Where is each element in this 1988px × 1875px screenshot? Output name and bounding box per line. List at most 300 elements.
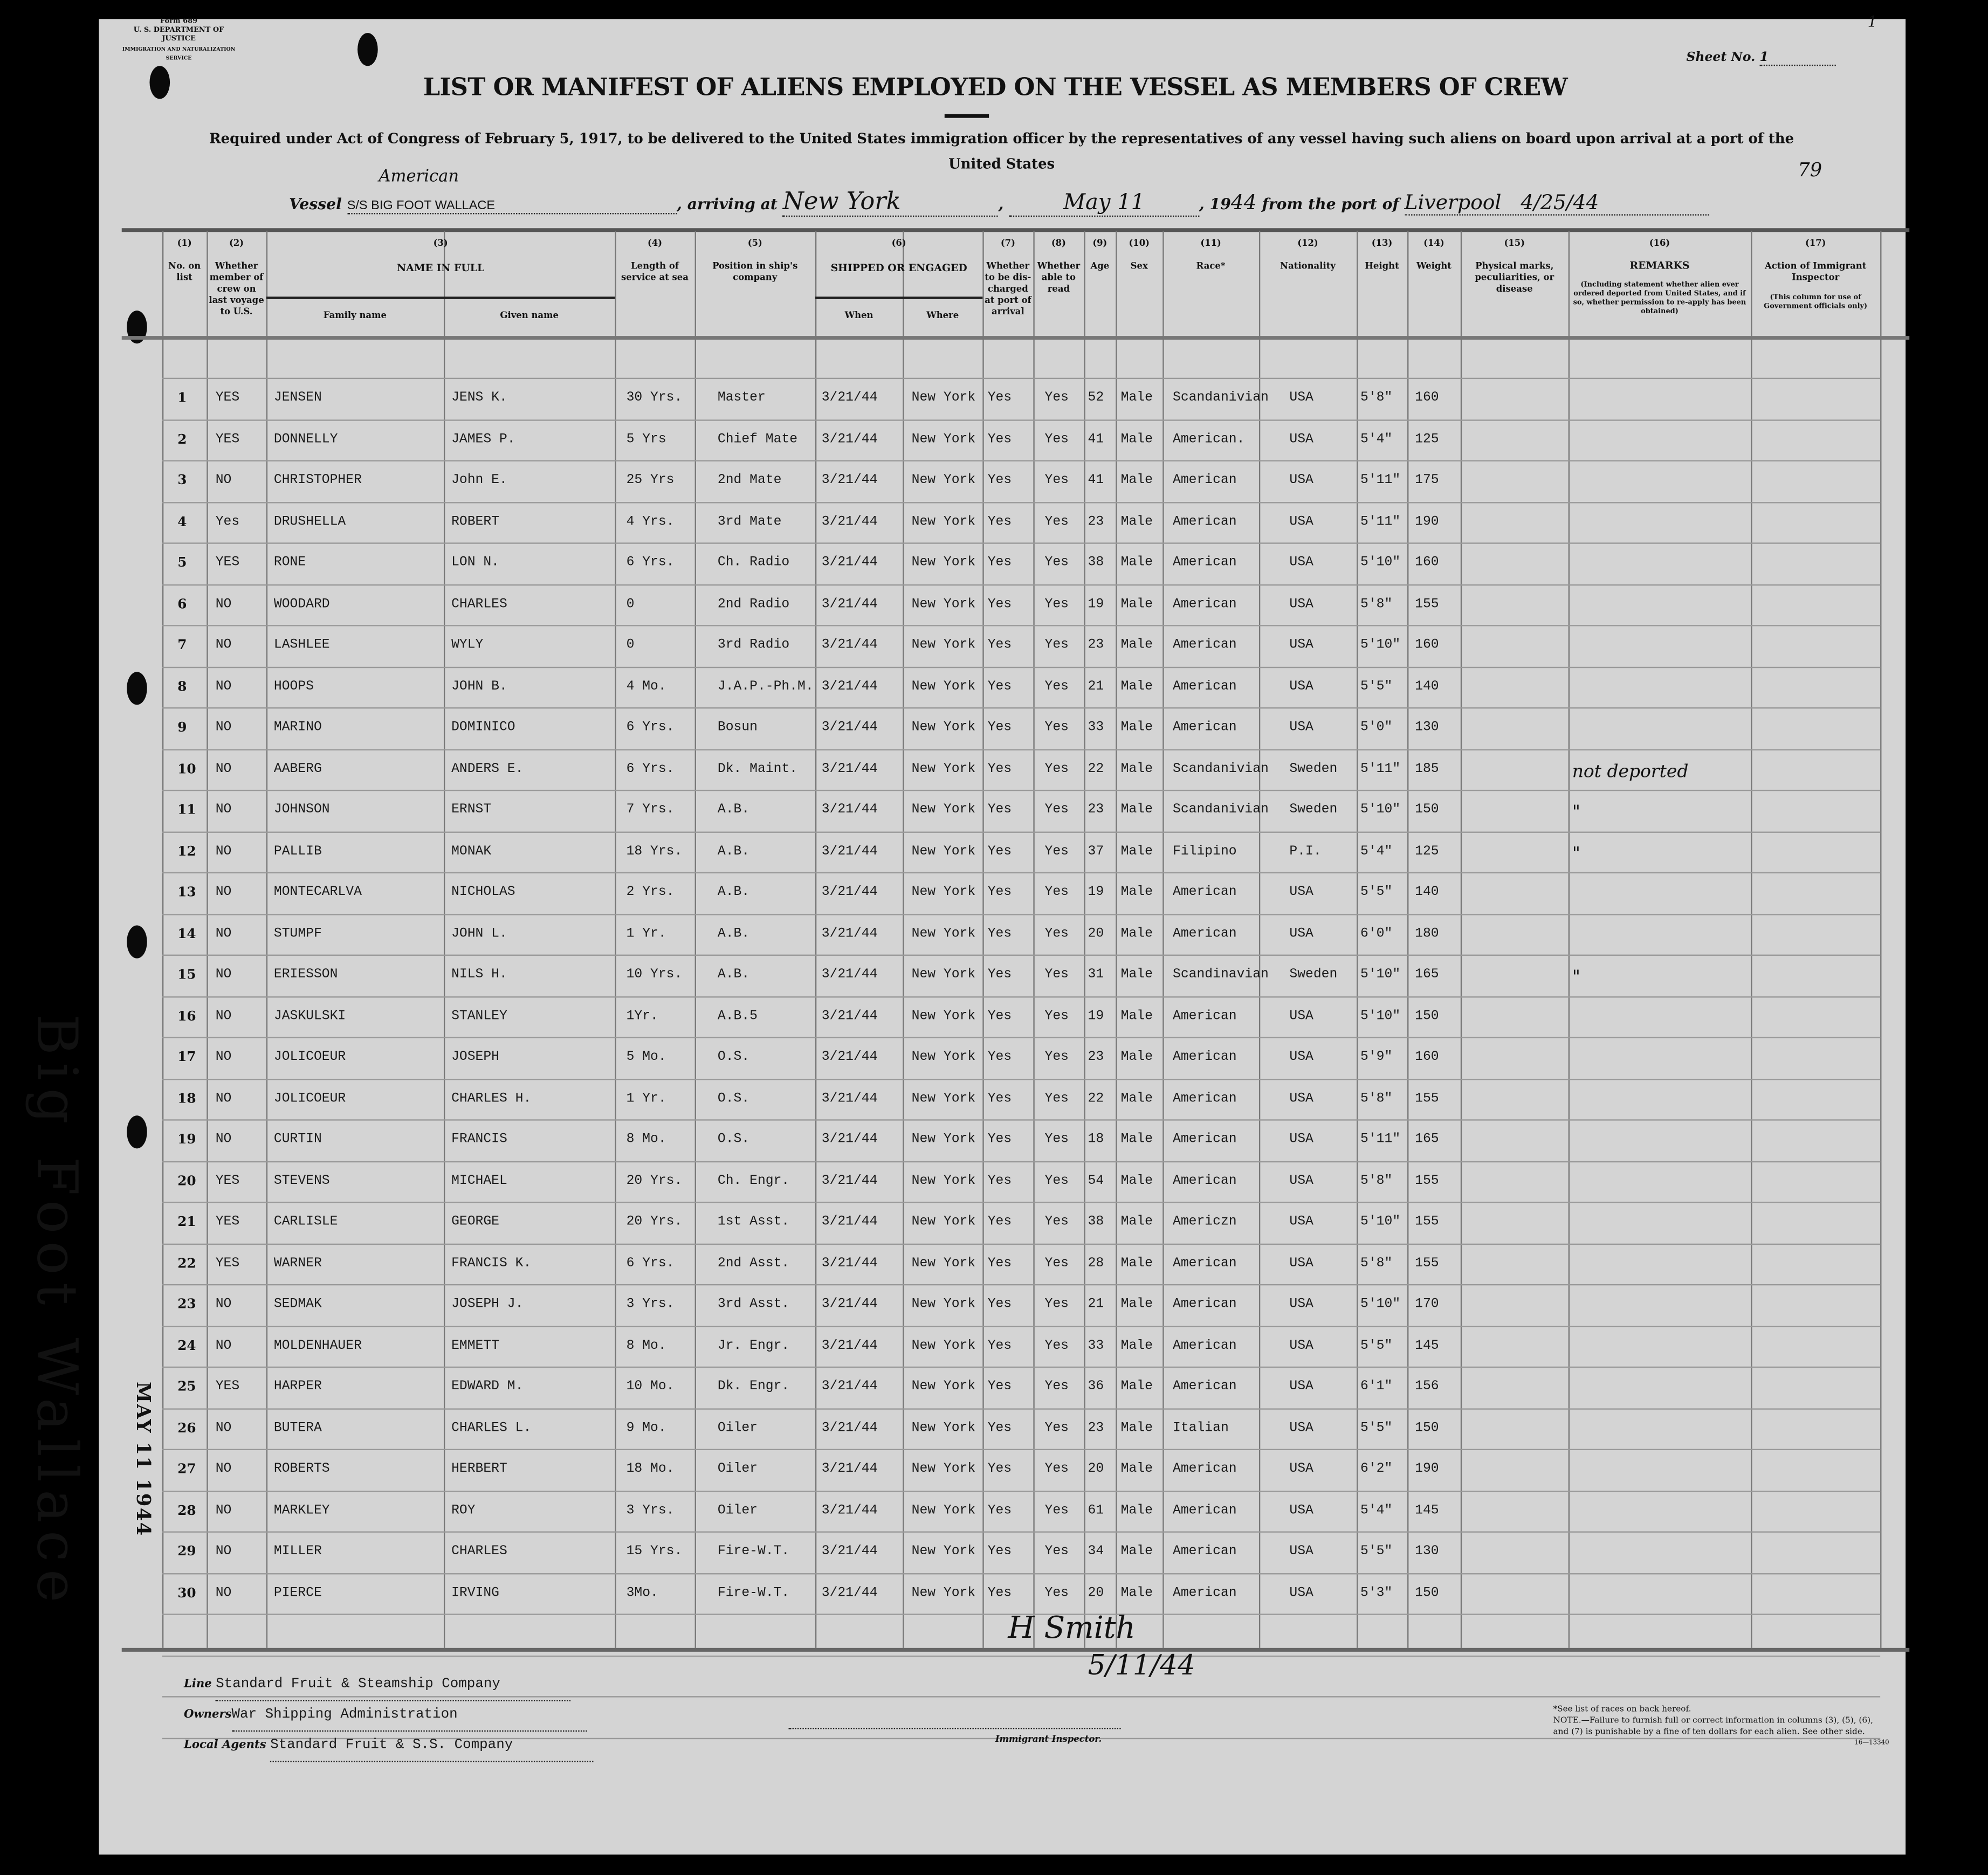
shipped-when: 3/21/44: [821, 761, 878, 777]
nationality: USA: [1289, 1544, 1313, 1560]
remarks: ": [1572, 843, 1580, 864]
weight: 155: [1415, 1214, 1439, 1230]
line-label: Line: [183, 1678, 212, 1691]
column-header: REMARKS: [1629, 258, 1690, 272]
discharged: Yes: [987, 1420, 1012, 1436]
position: A.B.5: [717, 1008, 758, 1024]
discharged: Yes: [987, 1132, 1012, 1148]
shipped-where: New York: [911, 431, 976, 447]
shipped-when: 3/21/44: [821, 679, 878, 694]
column-number: (16): [1649, 237, 1670, 249]
able-to-read: Yes: [1044, 514, 1069, 529]
position: Dk. Maint.: [717, 761, 798, 777]
table-row: [0, 1379, 1988, 1400]
family-name: CARLISLE: [273, 1214, 338, 1230]
race: American: [1173, 1502, 1237, 1518]
height: 5'5": [1360, 679, 1393, 694]
family-name: LASHLEE: [273, 637, 330, 653]
weight: 125: [1415, 843, 1439, 859]
service-length: 10 Mo.: [626, 1379, 675, 1395]
height: 5'5": [1360, 1544, 1393, 1560]
shipped-when: 3/21/44: [821, 596, 878, 612]
page-number: 79: [1798, 158, 1822, 182]
last-voyage: NO: [215, 885, 232, 900]
nationality: USA: [1289, 1338, 1313, 1354]
service-length: 5 Mo.: [626, 1049, 666, 1065]
table-row: [0, 390, 1988, 411]
sex: Male: [1120, 1132, 1153, 1148]
row-number: 11: [177, 802, 196, 818]
sex: Male: [1120, 431, 1153, 447]
shipped-when: 3/21/44: [821, 967, 878, 983]
column-number: (6): [891, 237, 906, 249]
service-length: 6 Yrs.: [626, 555, 675, 571]
column-header: Nationality: [1280, 260, 1336, 272]
column-number: (1): [177, 237, 192, 249]
discharged: Yes: [987, 431, 1012, 447]
weight: 140: [1415, 679, 1439, 694]
row-rule: [162, 1573, 1880, 1574]
column-header: No. on list: [168, 260, 201, 283]
punch-hole: [149, 66, 170, 99]
sex: Male: [1120, 679, 1153, 694]
last-voyage: NO: [215, 1091, 232, 1106]
weight: 155: [1415, 1256, 1439, 1271]
sex: Male: [1120, 1420, 1153, 1436]
last-voyage: NO: [215, 1008, 232, 1024]
race: American: [1173, 1256, 1237, 1271]
family-name: BUTERA: [273, 1420, 322, 1436]
service-length: 5 Yrs: [626, 431, 666, 447]
table-row: [0, 967, 1988, 988]
shipped-where: New York: [911, 926, 976, 941]
column-number: (9): [1092, 237, 1107, 249]
age: 23: [1088, 514, 1104, 529]
service-length: 30 Yrs.: [626, 390, 683, 406]
shipped-when: 3/21/44: [821, 1132, 878, 1148]
column-header: Sex: [1130, 260, 1148, 272]
row-number: 27: [177, 1462, 196, 1477]
height: 5'5": [1360, 1420, 1393, 1436]
height: 5'8": [1360, 1173, 1393, 1189]
shipped-when: 3/21/44: [821, 1173, 878, 1189]
row-rule: [162, 872, 1880, 873]
service-length: 15 Yrs.: [626, 1544, 683, 1560]
family-name: JASKULSKI: [273, 1008, 346, 1024]
row-rule: [162, 1449, 1880, 1450]
given-name: ERNST: [451, 802, 492, 818]
sex: Male: [1120, 1091, 1153, 1106]
race: American: [1173, 596, 1237, 612]
table-row: [0, 1462, 1988, 1482]
table-row: [0, 1132, 1988, 1153]
weight: 155: [1415, 1091, 1439, 1106]
table-row: [0, 1297, 1988, 1317]
able-to-read: Yes: [1044, 1214, 1069, 1230]
position: 3rd Radio: [717, 637, 790, 653]
able-to-read: Yes: [1044, 1049, 1069, 1065]
nationality: USA: [1289, 720, 1313, 735]
row-number: 6: [177, 596, 187, 612]
weight: 160: [1415, 555, 1439, 571]
discharged: Yes: [987, 390, 1012, 406]
vessel-label: Vessel: [289, 195, 342, 213]
column-subheader: Where: [926, 309, 959, 321]
able-to-read: Yes: [1044, 1297, 1069, 1312]
sex: Male: [1120, 1256, 1153, 1271]
height: 5'4": [1360, 1502, 1393, 1518]
family-name: DRUSHELLA: [273, 514, 346, 529]
service-length: 20 Yrs.: [626, 1214, 683, 1230]
height: 5'5": [1360, 885, 1393, 900]
penalty-note: NOTE.—Failure to furnish full or correct information in columns (3), (5), (6), and (7) is punishable by a fine of ten dollars for each alien. See other side.: [1553, 1715, 1873, 1737]
column-header: Whether member of crew on last voyage to U.S.: [209, 260, 264, 317]
sex: Male: [1120, 1338, 1153, 1354]
height: 5'3": [1360, 1585, 1393, 1601]
height: 5'11": [1360, 1132, 1401, 1148]
able-to-read: Yes: [1044, 967, 1069, 983]
position: Bosun: [717, 720, 758, 735]
row-number: 17: [177, 1049, 196, 1065]
table-row: [0, 1009, 1988, 1029]
nationality: USA: [1289, 390, 1313, 406]
given-name: JAMES P.: [451, 431, 515, 447]
nationality: USA: [1289, 514, 1313, 529]
height: 5'10": [1360, 637, 1401, 653]
weight: 130: [1415, 1544, 1439, 1560]
family-name: JOLICOEUR: [273, 1091, 346, 1106]
row-number: 30: [177, 1585, 196, 1601]
able-to-read: Yes: [1044, 1585, 1069, 1601]
weight: 155: [1415, 596, 1439, 612]
row-number: 3: [177, 473, 187, 488]
shipped-when: 3/21/44: [821, 1008, 878, 1024]
last-voyage: NO: [215, 1502, 232, 1518]
column-header: Whether able to read: [1037, 260, 1081, 294]
race: American: [1173, 1338, 1237, 1354]
table-row: [0, 1503, 1988, 1524]
service-length: 10 Yrs.: [626, 967, 683, 983]
shipped-when: 3/21/44: [821, 555, 878, 571]
column-note: (This column for use of Government officials only): [1764, 294, 1868, 311]
shipped-where: New York: [911, 1462, 976, 1477]
last-voyage: NO: [215, 637, 232, 653]
nationality: USA: [1289, 596, 1313, 612]
shipped-where: New York: [911, 843, 976, 859]
family-name: MARINO: [273, 720, 322, 735]
able-to-read: Yes: [1044, 555, 1069, 571]
race: American: [1173, 1585, 1237, 1601]
row-number: 18: [177, 1091, 196, 1106]
service-length: 1 Yr.: [626, 1091, 666, 1106]
races-note: *See list of races on back hereof.: [1553, 1704, 1691, 1714]
weight: 145: [1415, 1338, 1439, 1354]
able-to-read: Yes: [1044, 885, 1069, 900]
nationality: Sweden: [1289, 802, 1338, 818]
row-rule: [162, 955, 1880, 956]
port-name: Liverpool: [1404, 190, 1502, 215]
column-number: (14): [1423, 237, 1444, 249]
weight: 125: [1415, 431, 1439, 447]
shipped-when: 3/21/44: [821, 473, 878, 488]
nationality: USA: [1289, 1462, 1313, 1477]
row-rule: [162, 1161, 1880, 1162]
date-stamp: MAY 11 1944: [132, 1382, 155, 1537]
year-prefix: , 19: [1199, 195, 1231, 213]
position: Ch. Engr.: [717, 1173, 790, 1189]
shipped-where: New York: [911, 1420, 976, 1436]
height: 5'8": [1360, 1091, 1393, 1106]
nationality: USA: [1289, 1379, 1313, 1395]
height: 5'10": [1360, 802, 1401, 818]
position: 3rd Mate: [717, 514, 782, 529]
sex: Male: [1120, 1544, 1153, 1560]
family-name: JENSEN: [273, 390, 322, 406]
last-voyage: YES: [215, 1256, 240, 1271]
weight: 160: [1415, 390, 1439, 406]
discharged: Yes: [987, 1297, 1012, 1312]
row-number: 9: [177, 720, 187, 735]
given-name: JOHN L.: [451, 926, 507, 941]
family-name: JOHNSON: [273, 802, 330, 818]
column-header: Height: [1365, 260, 1399, 272]
race: American: [1173, 555, 1237, 571]
column-header: Action of Immigrant Inspector: [1765, 260, 1867, 283]
position: Oiler: [717, 1462, 758, 1477]
service-length: 1Yr.: [626, 1008, 658, 1024]
age: 38: [1088, 555, 1104, 571]
row-rule: [162, 625, 1880, 626]
height: 5'9": [1360, 1049, 1393, 1065]
table-row: [0, 1338, 1988, 1359]
position: 2nd Radio: [717, 596, 790, 612]
family-name: SEDMAK: [273, 1297, 322, 1312]
sheet-number: 1: [1760, 51, 1836, 66]
row-rule: [162, 707, 1880, 708]
column-number: (11): [1200, 237, 1221, 249]
sex: Male: [1120, 514, 1153, 529]
row-number: 1: [177, 390, 187, 406]
position: Ch. Radio: [717, 555, 790, 571]
age: 31: [1088, 967, 1104, 983]
race: Scandinavian: [1173, 967, 1269, 983]
age: 23: [1088, 1420, 1104, 1436]
shipped-where: New York: [911, 473, 976, 488]
shipped-when: 3/21/44: [821, 1420, 878, 1436]
shipped-when: 3/21/44: [821, 390, 878, 406]
column-header: Position in ship's company: [712, 260, 798, 283]
shipped-where: New York: [911, 1256, 976, 1271]
position: 1st Asst.: [717, 1214, 790, 1230]
family-name: WOODARD: [273, 596, 330, 612]
row-rule: [162, 584, 1880, 585]
sex: Male: [1120, 1462, 1153, 1477]
height: 5'11": [1360, 761, 1401, 777]
height: 5'8": [1360, 1256, 1393, 1271]
able-to-read: Yes: [1044, 431, 1069, 447]
shipped-where: New York: [911, 967, 976, 983]
column-number: (5): [747, 237, 762, 249]
shipped-when: 3/21/44: [821, 514, 878, 529]
column-header: Physical marks, peculiarities, or disease: [1475, 260, 1554, 294]
discharged: Yes: [987, 885, 1012, 900]
given-name: HERBERT: [451, 1462, 507, 1477]
row-rule: [162, 790, 1880, 791]
age: 22: [1088, 761, 1104, 777]
given-name: WYLY: [451, 637, 484, 653]
discharged: Yes: [987, 637, 1012, 653]
able-to-read: Yes: [1044, 1256, 1069, 1271]
last-voyage: YES: [215, 431, 240, 447]
able-to-read: Yes: [1044, 473, 1069, 488]
row-rule: [162, 1325, 1880, 1326]
column-number: (17): [1805, 237, 1826, 249]
sex: Male: [1120, 637, 1153, 653]
weight: 150: [1415, 1420, 1439, 1436]
service-length: 3 Yrs.: [626, 1297, 675, 1312]
nationality: USA: [1289, 1091, 1313, 1106]
service-length: 8 Mo.: [626, 1132, 666, 1148]
race: American: [1173, 1462, 1237, 1477]
shipped-when: 3/21/44: [821, 1297, 878, 1312]
column-number: (3): [433, 237, 448, 249]
owners-value: War Shipping Administration: [232, 1701, 587, 1732]
shipped-where: New York: [911, 1297, 976, 1312]
margin-vessel-handwriting: Big Foot Wallace: [24, 1014, 89, 1610]
able-to-read: Yes: [1044, 1173, 1069, 1189]
nationality: USA: [1289, 1502, 1313, 1518]
shipped-where: New York: [911, 1132, 976, 1148]
nationality: USA: [1289, 1585, 1313, 1601]
manifest-scan: Form 689 U. S. DEPARTMENT OF JUSTICE IMMIGRATION AND NATURALIZATION SERVICE Sheet No. 1 1 79 LIST OR MANIFEST OF ALIENS EMPLOYED ON THE VESSEL AS MEMBERS OF CREW Required under Act of Congress of February 5, 1917, to be delivered to the United States immigration officer by the representatives of any vessel having such aliens on board upon arrival at a port of the United States Vessel American S/S BIG FOOT WALLACE , arriving at New York , May 11 , 1944 from the port of Liverpool 4/25/44 (1) No. on list (2) Whether member of crew on last voyage to U.S. (3) NAME IN FULL Family name Given name (4) Length of service at sea (5) Position in ship's company (6) SHIPPED OR ENGAGED When Where (7) Whether to be dis-charged at port of arrival (8) Whether able to read (9) Age (10) Sex (11) Race* (12) Nationality (13) Height (14) Weight (15) Physical marks, peculiarities, or disease (16) REMARKS (Including statement whether alien ever ordered deported from United States, and if so, whether permission to re-apply has been obtained) (17) Action of Immigrant Inspector (This column for use of Government officials only) 1 YES JENSEN JENS K. 30 Yrs. Master 3/21/44 New York Yes Yes 52 Male Scandanivian USA 5'8" 160 2 YES DONNELLY JAMES P. 5 Yrs Chief Mate 3/21/44 New York Yes Yes 41 Male American. USA 5'4" 125 3 NO CHRISTOPHER John E. 25 Yrs 2nd Mate 3/21/44 New York Yes Yes 41 Male American USA 5'11" 175 4 Yes DRUSHELLA ROBERT 4 Yrs. 3rd Mate 3/21/44 New York Yes Yes 23 Male American USA 5'11" 190 5 YES RONE LON N. 6 Yrs. Ch. Radio 3/21/44 New York Yes Yes 38 Male American USA 5'10" 160 6 NO WOODARD CHARLES 0 2nd Radio 3/21/44 New York Yes Yes 19 Male American USA 5'8" 155 7 NO LASHLEE WYLY 0 3rd Radio 3/21/44 New York Yes Yes 23 Male American USA 5'10" 160 8 NO HOOPS JOHN B. 4 Mo. J.A.P.-Ph.M. 3/21/44 New York Yes Yes 21 Male American USA 5'5" 140 9 NO MARINO DOMINICO 6 Yrs. Bosun 3/21/44 New York Yes Yes 33 Male American USA 5'0" 130 10 NO AABERG ANDERS E. 6 Yrs. Dk. Maint. 3/21/44 New York Yes Yes 22 Male Scandanivian Sweden 5'11" 185 not deported 11 NO JOHNSON ERNST 7 Yrs. A.B. 3/21/44 New York Yes Yes 23 Male Scandanivian Sweden 5'10" 150 " 12 NO PALLIB MONAK 18 Yrs. A.B. 3/21/44 New York Yes Yes 37 Male Filipino P.I. 5'4" 125 " 13 NO MONTECARLVA NICHOLAS 2 Yrs. A.B. 3/21/44 New York Yes Yes 19 Male American USA 5'5" 140 14 NO STUMPF JOHN L. 1 Yr. A.B. 3/21/44 New York Yes Yes 20 Male American USA 6'0" 180 15 NO ERIESSON NILS H. 10 Yrs. A.B. 3/21/44 New York Yes Yes 31 Male Scandinavian Sweden 5'10" 165 " 16 NO JASKULSKI STANLEY 1Yr. A.B.5 3/21/44 New York Yes Yes 19 Male American USA 5'10" 150 17 NO JOLICOEUR JOSEPH 5 Mo. O.S. 3/21/44 New York Yes Yes 23 Male American USA 5'9" 160 18 NO JOLICOEUR CHARLES H. 1 Yr. O.S. 3/21/44 New York Yes Yes 22 Male American USA 5'8" 155 19 NO CURTIN FRANCIS 8 Mo. O.S. 3/21/44 New York Yes Yes 18 Male American USA 5'11" 165 20 YES STEVENS MICHAEL 20 Yrs. Ch. Engr. 3/21/44 New York Yes Yes 54 Male American USA 5'8" 155 21 YES CARLISLE GEORGE 20 Yrs. 1st Asst. 3/21/44 New York Yes Yes 38 Male Americzn USA 5'10" 155 22 YES WARNER FRANCIS K. 6 Yrs. 2nd Asst. 3/21/44 New York Yes Yes 28 Male American USA 5'8" 155 23 NO SEDMAK JOSEPH J. 3 Yrs. 3rd Asst. 3/21/44 New York Yes Yes 21 Male American USA 5'10" 170 24 NO MOLDENHAUER EMMETT 8 Mo. Jr. Engr. 3/21/44 New York Yes Yes 33 Male American USA 5'5" 145 25 YES HARPER EDWARD M. 10 Mo. Dk. Engr. 3/21/44 New York Yes Yes 36 Male American USA 6'1" 156 26 NO BUTERA CHARLES L. 9 Mo. Oiler 3/21/44 New York Yes Yes 23 Male Italian USA 5'5" 150 27 NO ROBERTS HERBERT 18 Mo. Oiler 3/21/44 New York Yes Yes 20 Male American USA 6'2" 190 28 NO MARKLEY ROY 3 Yrs. Oiler 3/21/44 New York Yes Yes 61 Male American USA 5'4" 145 29 NO MILLER CHARLES 15 Yrs. Fire-W.T. 3/21/44 New York Yes Yes 34 Male American USA 5'5" 130 30 NO PIERCE IRVING 3Mo. Fire-W.T. 3/21/44 New York Yes Yes 20 Male American USA 5'3" 150 Big Foot Wallace MAY 11 1944 H Smith 5/11/44 Immigrant Inspector. Line Standard Fruit & Steamship Company OwnersWar Shipping Administration Local Agents Standard Fruit & S.S. Company *See list of races on back hereof. NOTE.—Failure to furnish full or correct information in columns (3), (5), (6), and (7) is punishable by a fine of ten dollars for each alien. See other side. 16—13340: [0, 0, 1988, 1875]
discharged: Yes: [987, 1462, 1012, 1477]
given-name: JOSEPH J.: [451, 1297, 524, 1312]
arrival-date: May 11: [1009, 190, 1199, 217]
row-rule: [162, 749, 1880, 750]
able-to-read: Yes: [1044, 1008, 1069, 1024]
page-title: LIST OR MANIFEST OF ALIENS EMPLOYED ON THE VESSEL AS MEMBERS OF CREW: [423, 73, 1567, 102]
sheet-label: Sheet No.: [1686, 51, 1756, 65]
departure-date: 4/25/44: [1521, 190, 1599, 215]
race: American: [1173, 720, 1237, 735]
service-length: 8 Mo.: [626, 1338, 666, 1354]
weight: 165: [1415, 1132, 1439, 1148]
shipped-when: 3/21/44: [821, 1338, 878, 1354]
race: Scandanivian: [1173, 761, 1269, 777]
family-name: ERIESSON: [273, 967, 338, 983]
row-rule: [162, 460, 1880, 461]
shipped-when: 3/21/44: [821, 720, 878, 735]
given-name: DOMINICO: [451, 720, 515, 735]
weight: 156: [1415, 1379, 1439, 1395]
age: 21: [1088, 1297, 1104, 1312]
race: Scandanivian: [1173, 390, 1269, 406]
age: 41: [1088, 431, 1104, 447]
shipped-when: 3/21/44: [821, 1585, 878, 1601]
age: 33: [1088, 720, 1104, 735]
position: Jr. Engr.: [717, 1338, 790, 1354]
subtitle: Required under Act of Congress of February 5, 1917, to be delivered to the United States immigration officer by the representatives of any vessel having such aliens on board upon arrival at a port of the United States: [209, 130, 1794, 173]
height: 5'10": [1360, 1297, 1401, 1312]
given-name: IRVING: [451, 1585, 500, 1601]
race: Filipino: [1173, 843, 1237, 859]
discharged: Yes: [987, 1379, 1012, 1395]
service-length: 25 Yrs: [626, 473, 675, 488]
corner-number: 1: [1867, 12, 1877, 31]
discharged: Yes: [987, 1585, 1012, 1601]
owners-label: Owners: [183, 1708, 232, 1722]
given-name: LON N.: [451, 555, 500, 571]
given-name: CHARLES: [451, 1544, 507, 1560]
height: 5'8": [1360, 596, 1393, 612]
column-number: (4): [647, 237, 663, 249]
table-row: [0, 1050, 1988, 1070]
nationality: USA: [1289, 926, 1313, 941]
discharged: Yes: [987, 1214, 1012, 1230]
able-to-read: Yes: [1044, 1338, 1069, 1354]
shipped-where: New York: [911, 802, 976, 818]
column-header: Length of service at sea: [621, 260, 689, 283]
shipped-when: 3/21/44: [821, 926, 878, 941]
race: American: [1173, 637, 1237, 653]
row-rule: [162, 1655, 1880, 1656]
last-voyage: NO: [215, 843, 232, 859]
row-number: 10: [177, 761, 196, 777]
table-row: [0, 432, 1988, 452]
weight: 190: [1415, 514, 1439, 529]
row-number: 28: [177, 1502, 196, 1518]
position: J.A.P.-Ph.M.: [717, 679, 814, 694]
position: 2nd Mate: [717, 473, 782, 488]
shipped-when: 3/21/44: [821, 843, 878, 859]
family-name: STEVENS: [273, 1173, 330, 1189]
position: 2nd Asst.: [717, 1256, 790, 1271]
able-to-read: Yes: [1044, 802, 1069, 818]
sex: Male: [1120, 1297, 1153, 1312]
given-name: ANDERS E.: [451, 761, 524, 777]
last-voyage: NO: [215, 1132, 232, 1148]
family-name: MARKLEY: [273, 1502, 330, 1518]
age: 38: [1088, 1214, 1104, 1230]
column-header: Whether to be dis-charged at port of arrival: [985, 260, 1031, 317]
position: O.S.: [717, 1132, 750, 1148]
able-to-read: Yes: [1044, 1132, 1069, 1148]
last-voyage: NO: [215, 1585, 232, 1601]
inspector-signature: H Smith: [1008, 1610, 1136, 1646]
row-rule: [162, 913, 1880, 914]
shipped-where: New York: [911, 1049, 976, 1065]
shipped-where: New York: [911, 1008, 976, 1024]
race: American: [1173, 1049, 1237, 1065]
shipped-where: New York: [911, 1091, 976, 1106]
family-name: HOOPS: [273, 679, 314, 694]
given-name: EDWARD M.: [451, 1379, 524, 1395]
service-length: 18 Yrs.: [626, 843, 683, 859]
nationality: USA: [1289, 1132, 1313, 1148]
sex: Male: [1120, 473, 1153, 488]
remarks: ": [1572, 802, 1580, 823]
given-name: MONAK: [451, 843, 492, 859]
age: 22: [1088, 1091, 1104, 1106]
able-to-read: Yes: [1044, 1420, 1069, 1436]
family-name: CURTIN: [273, 1132, 322, 1148]
row-rule: [162, 1078, 1880, 1079]
agents-value: Standard Fruit & S.S. Company: [270, 1732, 594, 1762]
height: 5'0": [1360, 720, 1393, 735]
nationality: USA: [1289, 1049, 1313, 1065]
height: 5'5": [1360, 1338, 1393, 1354]
sex: Male: [1120, 802, 1153, 818]
